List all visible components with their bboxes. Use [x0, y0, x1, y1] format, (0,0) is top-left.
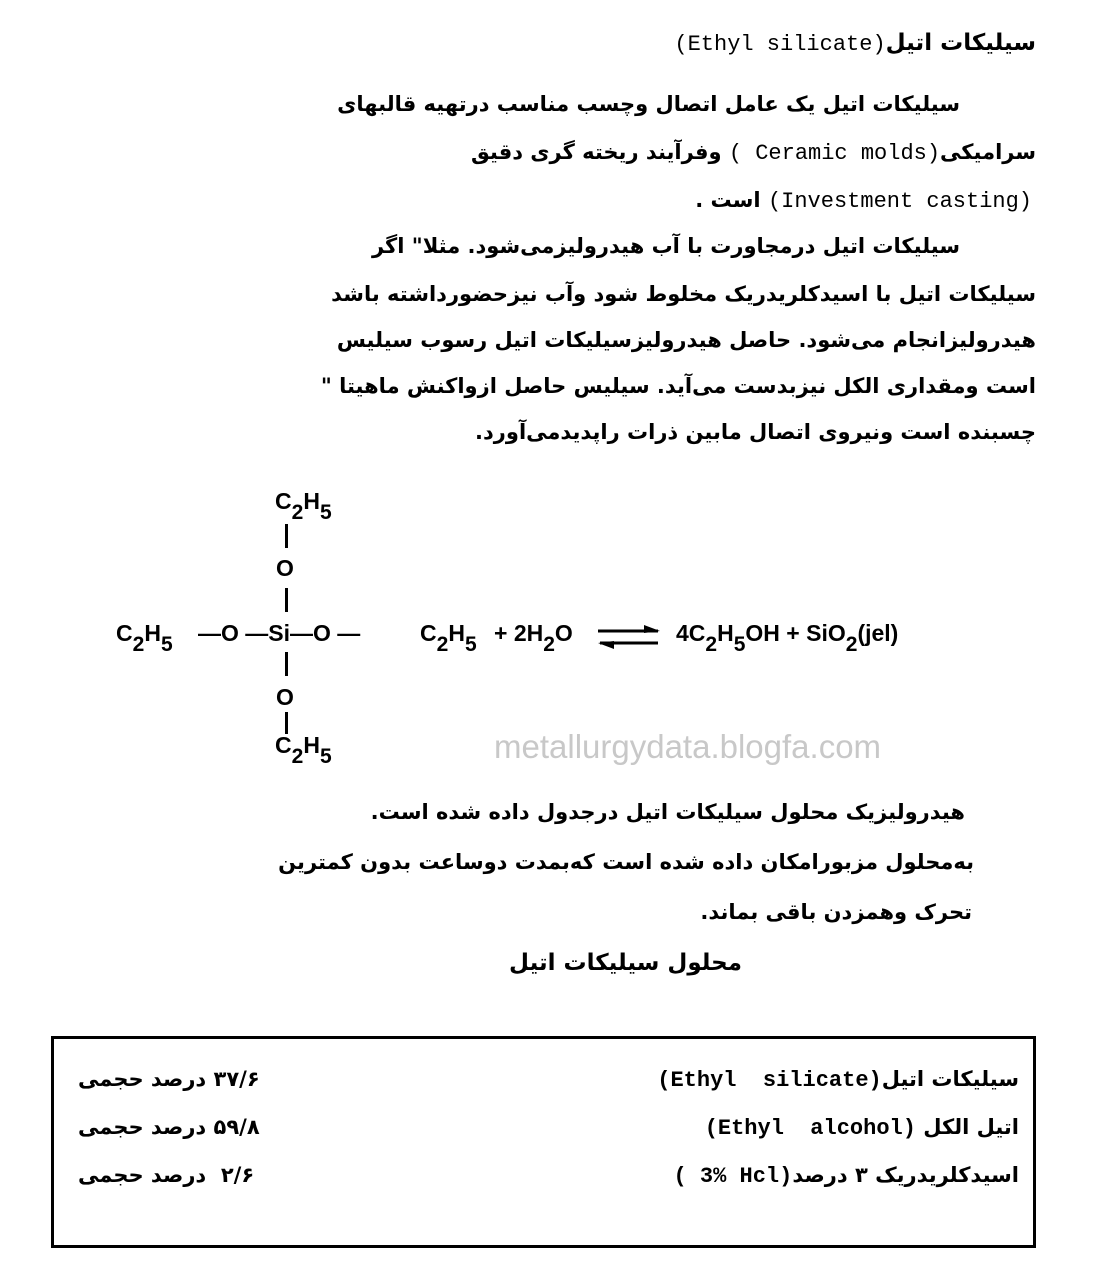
paragraph2-line: هیدرولیزانجام می‌شود. حاصل هیدرولیزسیلیکات اتیل رسوب سیلیس — [336, 328, 1036, 352]
component-name: اسیدکلریدریک ۳ درصد( 3% Hcl) — [673, 1163, 1019, 1189]
paragraph2-line: سیلیکات اتیل با اسیدکلریدریک مخلوط شود وآب نیزحضورداشته باشد — [331, 282, 1036, 306]
top-oxygen: O — [276, 555, 294, 581]
component-amount: ۵۹/۸ درصد حجمی — [78, 1115, 260, 1139]
component-amount: ۳۷/۶ درصد حجمی — [78, 1067, 260, 1091]
p1-l3-fa: است . — [695, 188, 761, 212]
paragraph2-line: سیلیکات اتیل درمجاورت با آب هیدرولیزمی‌شود. مثلا" اگر — [371, 234, 960, 258]
top-ethyl-group: $C_2H_5$ — [275, 488, 332, 524]
component-name: اتیل الکل (Ethyl alcohol) — [704, 1115, 1019, 1141]
bond-line — [285, 524, 288, 548]
section-heading — [674, 30, 1036, 57]
bottom-oxygen: O — [276, 684, 294, 710]
component-name: سیلیکات اتیل(Ethyl silicate) — [657, 1067, 1019, 1093]
p1-l2-fa-start: سرامیکی — [940, 140, 1036, 164]
watermark: metallurgydata.blogfa.com — [494, 728, 882, 765]
equilibrium-arrow-icon — [596, 622, 662, 652]
paragraph2-line: چسبنده است ونیروی اتصال مابین ذرات راپدیدمی‌آورد. — [475, 420, 1036, 444]
component-amount: ۲/۶ درصد حجمی — [78, 1163, 255, 1187]
paragraph3-line: هیدرولیزیک محلول سیلیکات اتیل درجدول داده شده است. — [370, 800, 965, 824]
si-o-chain: —O —Si—O — — [198, 620, 361, 646]
paragraph3-line: به‌محلول مزبورامکان داده شده است که‌بمدت دوساعت بدون کمترین — [278, 850, 974, 874]
left-ethyl-group: $C_2H_5$ — [116, 620, 173, 656]
water-term: + $2H_2O$ — [494, 620, 573, 656]
products: $4C_2H_5OH + SiO_2(jel)$ — [676, 620, 899, 656]
bottom-ethyl-group: $C_2H_5$ — [275, 732, 332, 768]
composition-table — [51, 1036, 1036, 1248]
p1-l3-en: (Investment casting) — [767, 189, 1032, 214]
p1-l2-fa-end: وفرآیند ریخته گری دقیق — [470, 140, 722, 164]
paragraph1-line2 — [471, 140, 1036, 166]
bond-line — [285, 712, 288, 734]
bond-line — [285, 652, 288, 676]
heading-fa: سیلیکات اتیل — [885, 30, 1036, 56]
right-ethyl-group: $C_2H_5$ — [420, 620, 477, 656]
paragraph3-line: تحرک وهمزدن باقی بماند. — [700, 900, 972, 924]
paragraph1-line3 — [695, 188, 1032, 214]
paragraph1-line1: سیلیکات اتیل یک عامل اتصال وچسب مناسب درتهیه قالبهای — [337, 92, 960, 116]
p1-l2-en: ( Ceramic molds) — [728, 141, 941, 166]
paragraph2-line: است ومقداری الکل نیزبدست می‌آید. سیلیس حاصل ازواکنش ماهیتا " — [320, 374, 1036, 398]
heading-en: (Ethyl silicate) — [674, 32, 886, 57]
bond-line — [285, 588, 288, 612]
table-title: محلول سیلیکات اتیل — [509, 950, 742, 976]
